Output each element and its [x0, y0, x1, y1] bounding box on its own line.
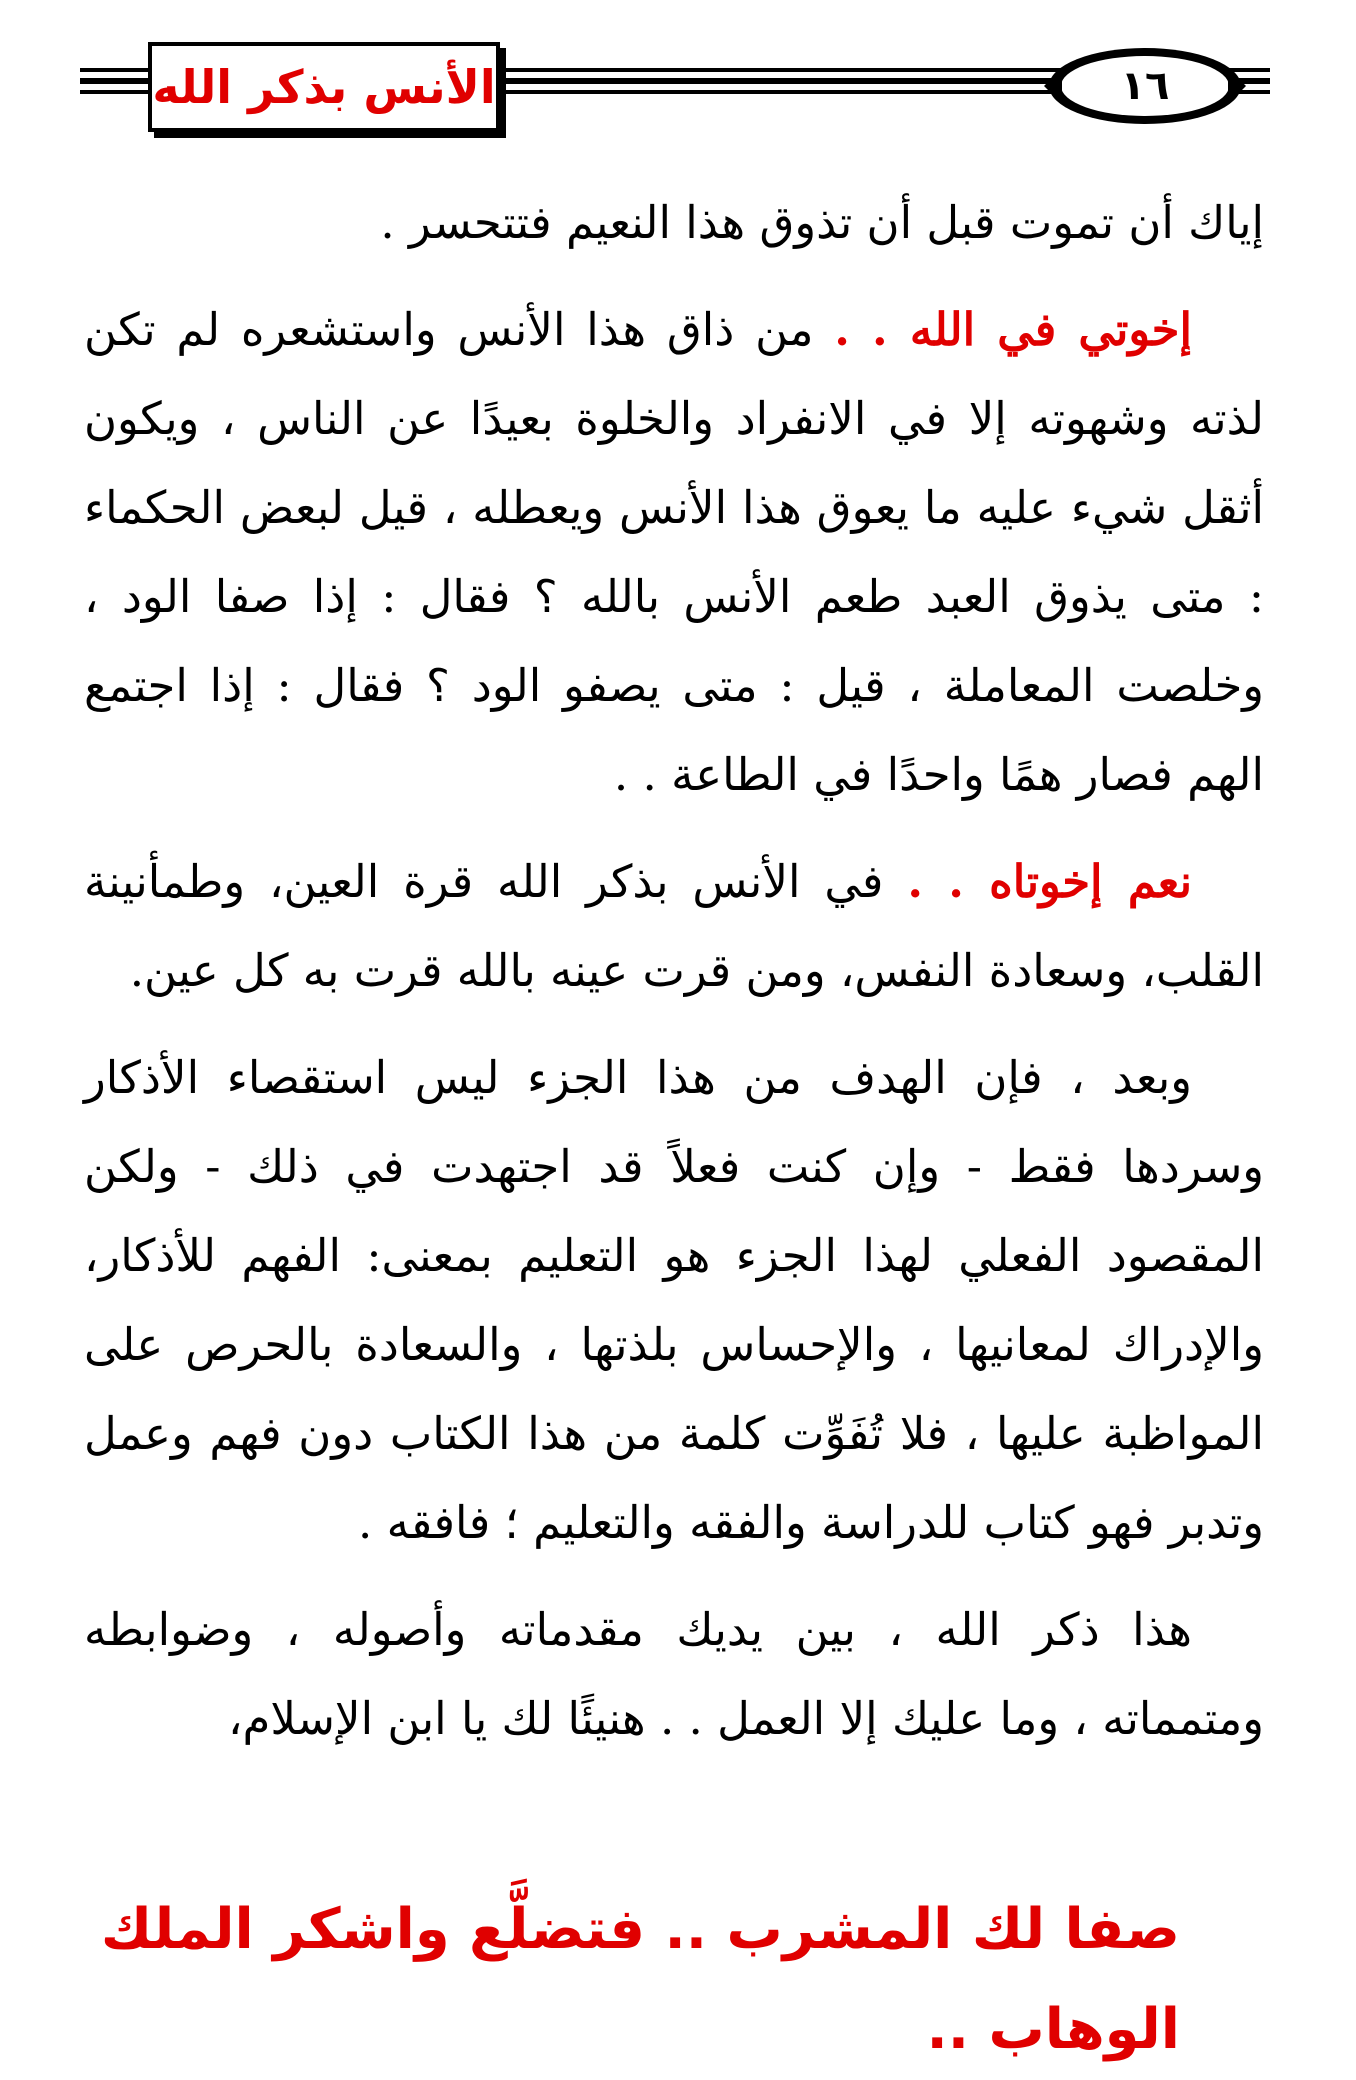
paragraph-4-text: وبعد ، فإن الهدف من هذا الجزء ليس استقصاء الأذكار وسردها فقط - وإن كنت فعلاً قد اجتهدت في ذلك - ولكن المقصود الفعلي لهذا الجزء هو التعليم بمعنى: الفهم للأذكار، والإدراك لمعانيها ، والإحساس بلذتها ، والسعادة بالحرص على المواظبة عليها ، فلا تُفَوِّت كلمة من هذا الكتاب دون فهم وعمل وتدبر فهو كتاب للدراسة والفقه والتعليم ؛ فافقه . [84, 1051, 1264, 1549]
paragraph-1 [84, 178, 1264, 267]
closing-line: صفا لك المشرب .. فتضلَّع واشكر الملك الوهاب .. [100, 1897, 1180, 2062]
running-title: الأنس بذكر الله [152, 60, 496, 114]
body-text [84, 178, 1264, 1781]
paragraph-3-lead: نعم إخوتاه . . [907, 855, 1192, 908]
paragraph-2 [84, 285, 1264, 819]
paragraph-4 [84, 1033, 1264, 1567]
page-number: ١٦ [1120, 63, 1170, 109]
paragraph-5-text: هذا ذكر الله ، بين يديك مقدماته وأصوله ، وضوابطه ومتمماته ، وما عليك إلا العمل . . هنيئًا لك يا ابن الإسلام، [84, 1603, 1264, 1745]
paragraph-3-text: في الأنس بذكر الله قرة العين، وطمأنينة القلب، وسعادة النفس، ومن قرت عينه بالله قرت به كل عين. [84, 855, 1264, 997]
paragraph-2-lead: إخوتي في الله . . [834, 303, 1192, 356]
paragraph-1-text: إياك أن تموت قبل أن تذوق هذا النعيم فتتحسر . [380, 196, 1264, 249]
page-header [0, 0, 1356, 140]
paragraph-5 [84, 1585, 1264, 1763]
paragraph-3 [84, 837, 1264, 1015]
running-title-box [148, 42, 500, 132]
paragraph-2-text: من ذاق هذا الأنس واستشعره لم تكن لذته وشهوته إلا في الانفراد والخلوة بعيدًا عن الناس ، ويكون أثقل شيء عليه ما يعوق هذا الأنس ويعطله ، قيل لبعض الحكماء : متى يذوق العبد طعم الأنس بالله ؟ فقال : إذا صفا الود ، وخلصت المعاملة ، قيل : متى يصفو الود ؟ فقال : إذا اجتمع الهم فصار همًا واحدًا في الطاعة . . [84, 303, 1264, 801]
